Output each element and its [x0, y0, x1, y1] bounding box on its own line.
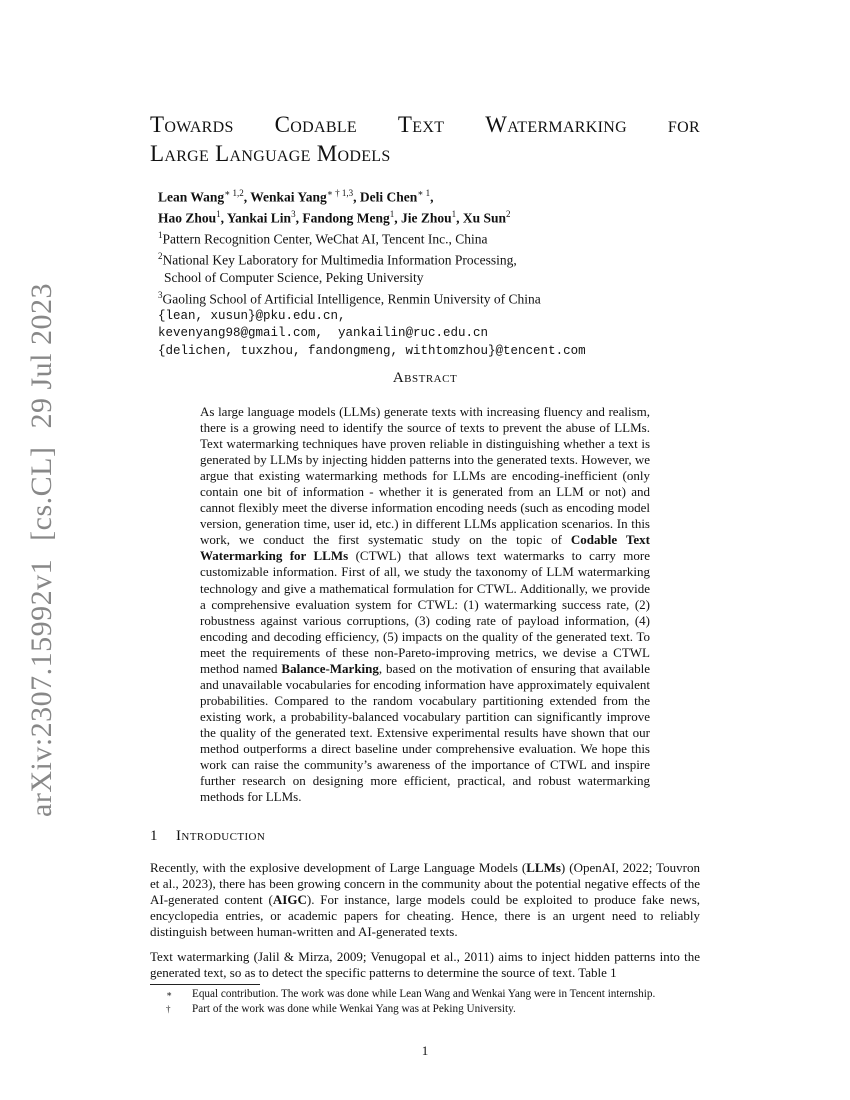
paper-title: [150, 110, 700, 168]
section-heading-introduction: [150, 828, 265, 845]
abstract-text-part: As large language models (LLMs) generate texts with increasing fluency and realism, there is a growing need to identify the source of texts to prevent the abuse of LLMs. Text watermarking techniques have proven reliable in distinguishing whether a text is generated by LLMs by injecting hidden patterns into the generated texts. However, we argue that existing watermarking methods for LLMs are encoding-inefficient (only contain one bit of information - whether it is generated from an LLM or not) and cannot flexibly meet the diverse information encoding needs (such as encoding model version, generation time, user id, etc.) in different LLMs application scenarios. In this work, we conduct the first systematic study on the topic of: [200, 404, 651, 548]
title-word: Codable: [274, 112, 357, 137]
title-word: Text: [397, 112, 445, 137]
footnote: [158, 1002, 703, 1017]
section-number: 1: [150, 828, 158, 844]
title-line-2: Large Language Models: [150, 141, 391, 166]
affiliation: [158, 227, 718, 248]
author-name: Hao Zhou: [158, 210, 217, 226]
author-line-1: Lean Wang$^{∗ 1,2}$, Wenkai Yang$^{∗ \dagger 1,3}$, Deli Chen$^{∗ 1}$,: [158, 188, 434, 205]
author-name: Lean Wang: [158, 189, 225, 205]
email-line[interactable]: {lean, xusun}@pku.edu.cn,: [158, 308, 346, 323]
footnote-mark: ∗: [166, 989, 173, 999]
author-name: Jie Zhou: [400, 210, 452, 226]
bold-term: AIGC: [272, 892, 307, 908]
affiliation-sup: 3: [158, 289, 163, 300]
arxiv-date: 29 Jul 2023: [25, 283, 58, 429]
author-sup: 1: [451, 209, 457, 219]
title-word: for: [667, 112, 700, 137]
paragraph-text: ). For instance, large models could be exploited to produce fake news, encyclopedia entries, or academic papers for cheating. Hence, there is an urgent need to reliably distinguish between human-written and AI-generated texts.: [150, 892, 701, 940]
author-sup: ∗ 1: [417, 188, 431, 198]
footnote: [158, 987, 703, 1002]
abstract-text-part: , based on the motivation of ensuring that available and unavailable vocabularies for encoding information have approximately equivalent probabilities. Compared to the random vocabulary partitioning extended from the existing work, a probability-balanced vocabulary partition can significantly improve the quality of the generated text. Extensive experimental results have shown that our method outperforms a direct baseline under comprehensive evaluation. We hope this work can raise the community’s awareness of the importance of CTWL and inspire further research on designing more efficient, practical, and robust watermarking methods for LLMs.: [200, 660, 650, 805]
footnotes: [158, 987, 703, 1016]
intro-paragraph: [150, 860, 700, 940]
footnote-text: Part of the work was done while Wenkai Yang was at Peking University.: [192, 1002, 516, 1015]
affiliation: [158, 287, 718, 308]
affiliation-text: School of Computer Science, Peking University: [164, 270, 424, 285]
page-number: 1: [421, 1043, 429, 1058]
author-sup: 1: [216, 209, 221, 219]
intro-paragraph: Text watermarking (Jalil & Mirza, 2009; Venugopal et al., 2011) aims to inject hidden patterns into the generated text, so as to detect the specific patterns to determine the source of text. Table 1: [150, 949, 700, 981]
author-name: Fandong Meng: [302, 210, 390, 226]
author-sup: 2: [506, 209, 511, 219]
affiliation-text: Pattern Recognition Center, WeChat AI, Tencent Inc., China: [162, 231, 488, 247]
email-line[interactable]: kevenyang98@gmail.com, yankailin@ruc.edu.cn: [158, 326, 489, 340]
abstract-text: [200, 404, 650, 805]
author-block: [158, 185, 718, 360]
email-line[interactable]: {delichen, tuxzhou, fandongmeng, withtomzhou}@tencent.com: [158, 343, 586, 358]
affiliation: [158, 269, 718, 287]
affiliation-text: National Key Laboratory for Multimedia Information Processing,: [162, 252, 517, 268]
paragraph-text: Recently, with the explosive development of Large Language Models (: [150, 860, 527, 875]
author-line-2: Hao Zhou$^1$, Yankai Lin$^3$, Fandong Meng$^1$, Jie Zhou$^1$, Xu Sun$^2$: [158, 209, 511, 226]
author-name: Wenkai Yang: [250, 189, 327, 205]
author-sup: ∗ † 1,3: [326, 188, 354, 198]
affiliation-sup: 1: [158, 230, 163, 240]
footnote-mark: †: [166, 1003, 171, 1014]
abstract-bold-term: Balance-Marking: [281, 660, 379, 676]
title-word: Towards: [150, 112, 234, 137]
section-title: Introduction: [176, 828, 266, 844]
affiliation-sup: 2: [158, 251, 163, 261]
arxiv-id: arXiv:2307.15992v1: [25, 558, 58, 817]
abstract-heading: Abstract: [392, 370, 458, 386]
affiliation-text: Gaoling School of Artificial Intelligence, Renmin University of China: [162, 291, 541, 306]
title-word: Watermarking: [485, 112, 627, 137]
paragraph-text: ) (OpenAI, 2022; Touvron et al., 2023), there has been growing concern in the community about the potential negative effects of the AI-generated content (: [150, 860, 700, 908]
affiliation: [158, 248, 718, 269]
author-sup: ∗ 1,2: [224, 188, 244, 198]
author-sup: 3: [291, 209, 296, 219]
abstract-text-part: (CTWL) that allows text watermarks to carry more customizable information. First of all, we study the taxonomy of LLM watermarking technology and give a mathematical formulation for CTWL. Additionally, we provide a comprehensive evaluation system for CTWL: (1) watermarking success rate, (2) robustness against various corruptions, (3) coding rate of payload information, (4) encoding and decoding efficiency, (5) impacts on the quality of the generated text. To meet the requirements of these non-Pareto-improving metrics, we devise a CTWL method named: [200, 548, 650, 676]
footnote-rule: [150, 984, 260, 985]
author-sup: 1: [389, 209, 395, 219]
abstract-bold-term: Codable Text Watermarking for LLMs: [200, 532, 650, 564]
footnote-text: Equal contribution. The work was done while Lean Wang and Wenkai Yang were in Tencent internship.: [192, 988, 656, 1000]
author-name: Xu Sun: [462, 210, 507, 226]
arxiv-category: [cs.CL]: [25, 446, 58, 541]
bold-term: LLMs: [526, 860, 561, 875]
author-name: Yankai Lin: [226, 210, 292, 226]
author-name: Deli Chen: [359, 189, 418, 205]
